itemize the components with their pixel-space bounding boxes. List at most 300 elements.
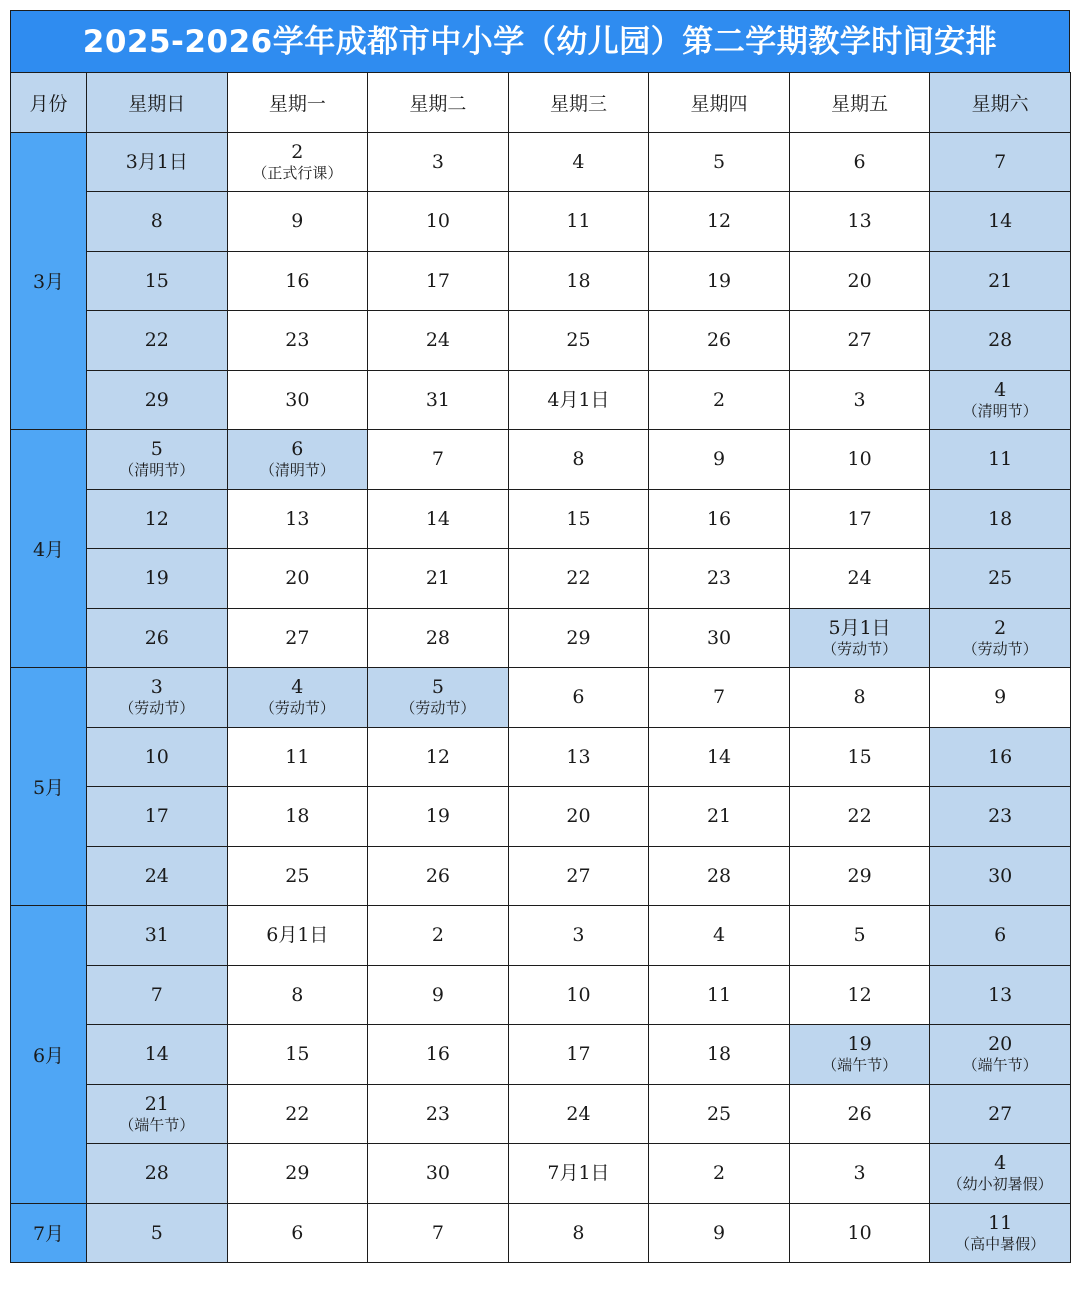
day-cell	[930, 251, 1071, 311]
day-cell	[227, 668, 368, 728]
day-cell	[789, 1025, 930, 1085]
day-number: 10	[847, 448, 872, 471]
day-cell	[789, 132, 930, 192]
day-number: 7月1日	[547, 1162, 610, 1185]
day-number: 13	[847, 210, 872, 233]
day-number: 28	[425, 626, 450, 649]
calendar-table	[10, 72, 1071, 1263]
day-cell	[508, 192, 649, 252]
day-number: 15	[144, 269, 169, 292]
day-cell	[87, 1084, 228, 1144]
week-row	[11, 668, 1071, 728]
day-cell	[87, 132, 228, 192]
day-cell	[227, 608, 368, 668]
day-number: 28	[144, 1162, 169, 1185]
day-number: 22	[847, 805, 872, 828]
day-number: 24	[144, 864, 169, 887]
day-note: （劳动节）	[962, 639, 1038, 658]
day-cell	[87, 608, 228, 668]
day-cell	[789, 549, 930, 609]
day-cell	[368, 787, 509, 847]
day-number: 23	[706, 567, 732, 590]
day-note: （端午节）	[822, 1056, 898, 1075]
day-cell	[649, 430, 790, 490]
day-cell	[789, 668, 930, 728]
day-cell	[87, 489, 228, 549]
day-cell	[508, 489, 649, 549]
day-number: 19	[706, 269, 732, 292]
day-cell	[508, 846, 649, 906]
day-cell	[930, 846, 1071, 906]
day-number: 22	[285, 1102, 310, 1125]
day-number: 6	[291, 438, 304, 461]
day-number: 29	[566, 626, 591, 649]
day-number: 6	[291, 1221, 304, 1244]
day-number: 8	[572, 448, 585, 471]
day-number: 7	[994, 150, 1007, 173]
day-note: （正式行课）	[252, 163, 343, 182]
week-row	[11, 1203, 1071, 1263]
day-number: 14	[144, 1043, 169, 1066]
day-number: 6	[853, 150, 866, 173]
day-cell	[649, 1025, 790, 1085]
month-label: 4月	[11, 430, 87, 668]
day-number: 20	[847, 269, 872, 292]
day-cell	[368, 1084, 509, 1144]
day-number: 26	[847, 1102, 872, 1125]
day-cell	[649, 489, 790, 549]
day-cell	[649, 549, 790, 609]
day-number: 7	[712, 686, 726, 709]
day-cell	[930, 608, 1071, 668]
day-cell	[649, 192, 790, 252]
day-number: 31	[425, 388, 450, 411]
day-note: （幼小初暑假）	[947, 1175, 1053, 1194]
day-number: 15	[847, 745, 872, 768]
day-number: 10	[144, 745, 169, 768]
day-cell	[508, 668, 649, 728]
day-number: 5	[712, 150, 726, 173]
day-cell	[649, 1084, 790, 1144]
day-cell	[508, 608, 649, 668]
day-note: （清明节）	[962, 401, 1038, 420]
day-cell	[368, 906, 509, 966]
day-cell	[368, 251, 509, 311]
day-number: 3	[853, 1162, 866, 1185]
day-number: 4	[994, 378, 1007, 401]
day-cell	[87, 251, 228, 311]
week-row	[11, 132, 1071, 192]
day-number: 17	[144, 805, 169, 828]
day-number: 23	[285, 329, 310, 352]
day-cell	[930, 549, 1071, 609]
day-number: 27	[847, 329, 872, 352]
day-number: 4	[291, 676, 304, 699]
day-number: 12	[425, 745, 450, 768]
day-cell	[227, 787, 368, 847]
day-cell	[368, 370, 509, 430]
day-number: 4	[994, 1152, 1007, 1175]
day-cell	[508, 311, 649, 371]
day-number: 19	[847, 1033, 872, 1056]
day-cell	[368, 965, 509, 1025]
day-number: 17	[425, 269, 450, 292]
day-cell	[930, 906, 1071, 966]
day-cell	[789, 430, 930, 490]
header-weekday: 星期五	[789, 73, 930, 133]
day-cell	[930, 1144, 1071, 1204]
day-number: 5	[431, 676, 444, 699]
header-weekday: 星期一	[227, 73, 368, 133]
day-number: 18	[988, 507, 1013, 530]
day-number: 29	[285, 1162, 310, 1185]
day-number: 20	[285, 567, 310, 590]
header-month: 月份	[11, 73, 87, 133]
day-cell	[930, 668, 1071, 728]
day-cell	[227, 1203, 368, 1263]
day-cell	[508, 1203, 649, 1263]
day-cell	[789, 727, 930, 787]
week-row	[11, 251, 1071, 311]
day-cell	[649, 906, 790, 966]
day-cell	[87, 192, 228, 252]
day-cell	[930, 965, 1071, 1025]
day-number: 23	[988, 805, 1013, 828]
day-number: 21	[144, 1092, 169, 1115]
week-row	[11, 489, 1071, 549]
day-cell	[649, 965, 790, 1025]
day-cell	[508, 251, 649, 311]
day-number: 6	[994, 924, 1007, 947]
day-number: 11	[988, 1211, 1013, 1234]
day-cell	[508, 430, 649, 490]
day-number: 12	[144, 507, 169, 530]
day-number: 14	[425, 507, 450, 530]
day-cell	[789, 1084, 930, 1144]
day-cell	[789, 965, 930, 1025]
day-cell	[87, 846, 228, 906]
day-cell	[930, 1025, 1071, 1085]
day-cell	[789, 1203, 930, 1263]
day-number: 8	[572, 1221, 585, 1244]
day-number: 13	[988, 983, 1013, 1006]
day-number: 2	[712, 1162, 726, 1185]
month-label: 5月	[11, 668, 87, 906]
day-cell	[930, 370, 1071, 430]
day-cell	[789, 192, 930, 252]
month-label: 3月	[11, 132, 87, 430]
day-cell	[87, 906, 228, 966]
week-row	[11, 549, 1071, 609]
day-number: 25	[285, 864, 310, 887]
day-number: 17	[566, 1043, 591, 1066]
day-number: 19	[144, 567, 169, 590]
day-number: 3	[150, 676, 163, 699]
day-cell	[227, 727, 368, 787]
day-number: 8	[853, 686, 866, 709]
day-number: 20	[988, 1033, 1013, 1056]
month-label: 6月	[11, 906, 87, 1204]
day-cell	[930, 132, 1071, 192]
week-row	[11, 906, 1071, 966]
day-cell	[227, 311, 368, 371]
week-row	[11, 727, 1071, 787]
day-number: 12	[847, 983, 872, 1006]
day-number: 27	[566, 864, 591, 887]
day-cell	[87, 1203, 228, 1263]
day-cell	[87, 965, 228, 1025]
day-number: 9	[291, 210, 304, 233]
day-cell	[227, 1144, 368, 1204]
day-number: 18	[285, 805, 310, 828]
day-number: 15	[285, 1043, 310, 1066]
day-cell	[368, 1203, 509, 1263]
day-number: 5	[150, 438, 163, 461]
day-note: （劳动节）	[119, 699, 195, 718]
day-number: 2	[291, 140, 304, 163]
day-cell	[368, 192, 509, 252]
day-note: （高中暑假）	[955, 1234, 1046, 1253]
day-number: 13	[285, 507, 310, 530]
day-cell	[649, 370, 790, 430]
day-cell	[508, 906, 649, 966]
header-weekday: 星期二	[368, 73, 509, 133]
day-note: （端午节）	[119, 1115, 195, 1134]
day-cell	[368, 430, 509, 490]
day-number: 28	[988, 329, 1013, 352]
day-cell	[930, 1203, 1071, 1263]
day-cell	[227, 965, 368, 1025]
week-row	[11, 430, 1071, 490]
day-number: 16	[988, 745, 1013, 768]
day-cell	[789, 251, 930, 311]
day-number: 16	[285, 269, 310, 292]
day-number: 10	[847, 1221, 872, 1244]
week-row	[11, 1025, 1071, 1085]
day-number: 8	[291, 983, 304, 1006]
week-row	[11, 787, 1071, 847]
day-cell	[227, 489, 368, 549]
day-cell	[87, 549, 228, 609]
day-cell	[649, 668, 790, 728]
day-cell	[930, 311, 1071, 371]
day-number: 31	[144, 924, 169, 947]
day-number: 14	[988, 210, 1013, 233]
day-cell	[508, 1084, 649, 1144]
day-number: 5月1日	[828, 616, 891, 639]
day-number: 4月1日	[547, 388, 610, 411]
day-number: 3	[572, 924, 585, 947]
day-number: 9	[712, 448, 726, 471]
day-number: 16	[706, 507, 732, 530]
day-number: 4	[572, 150, 585, 173]
day-cell	[368, 668, 509, 728]
day-number: 5	[150, 1221, 163, 1244]
day-cell	[789, 311, 930, 371]
day-number: 11	[285, 745, 310, 768]
day-number: 12	[706, 210, 732, 233]
header-weekday: 星期三	[508, 73, 649, 133]
day-number: 2	[994, 616, 1007, 639]
day-cell	[930, 489, 1071, 549]
header-weekday: 星期四	[649, 73, 790, 133]
day-number: 30	[425, 1162, 450, 1185]
day-cell	[227, 906, 368, 966]
day-cell	[368, 1144, 509, 1204]
day-number: 29	[144, 388, 169, 411]
day-cell	[649, 727, 790, 787]
header-weekday: 星期六	[930, 73, 1071, 133]
day-note: （清明节）	[119, 461, 195, 480]
day-number: 9	[431, 983, 444, 1006]
day-number: 7	[150, 983, 163, 1006]
day-cell	[508, 549, 649, 609]
day-note: （清明节）	[259, 461, 335, 480]
day-cell	[368, 1025, 509, 1085]
day-cell	[930, 1084, 1071, 1144]
day-number: 5	[853, 924, 866, 947]
day-number: 20	[566, 805, 591, 828]
day-cell	[789, 489, 930, 549]
day-cell	[649, 251, 790, 311]
day-cell	[368, 549, 509, 609]
day-cell	[930, 192, 1071, 252]
week-row	[11, 370, 1071, 430]
day-note: （端午节）	[962, 1056, 1038, 1075]
day-number: 3	[431, 150, 444, 173]
day-cell	[87, 311, 228, 371]
day-number: 8	[150, 210, 163, 233]
day-number: 17	[847, 507, 872, 530]
day-cell	[227, 251, 368, 311]
day-cell	[368, 132, 509, 192]
day-cell	[508, 727, 649, 787]
day-cell	[87, 787, 228, 847]
day-number: 7	[431, 448, 444, 471]
day-cell	[508, 370, 649, 430]
schedule-sheet	[10, 10, 1070, 1263]
day-number: 22	[144, 329, 169, 352]
day-cell	[87, 370, 228, 430]
day-cell	[508, 132, 649, 192]
day-number: 19	[425, 805, 450, 828]
day-number: 22	[566, 567, 591, 590]
week-row	[11, 1144, 1071, 1204]
day-cell	[368, 846, 509, 906]
day-number: 27	[988, 1102, 1013, 1125]
day-note: （劳动节）	[822, 639, 898, 658]
week-row	[11, 1084, 1071, 1144]
day-number: 24	[847, 567, 872, 590]
header-row	[11, 73, 1071, 133]
day-number: 24	[566, 1102, 591, 1125]
day-cell	[368, 727, 509, 787]
day-number: 16	[425, 1043, 450, 1066]
day-cell	[649, 846, 790, 906]
day-cell	[227, 1084, 368, 1144]
day-cell	[930, 787, 1071, 847]
day-cell	[649, 1203, 790, 1263]
day-number: 26	[144, 626, 169, 649]
day-number: 7	[431, 1221, 444, 1244]
day-cell	[508, 965, 649, 1025]
day-number: 10	[566, 983, 591, 1006]
day-cell	[789, 846, 930, 906]
day-number: 11	[566, 210, 591, 233]
day-number: 4	[712, 924, 726, 947]
week-row	[11, 965, 1071, 1025]
day-cell	[930, 727, 1071, 787]
day-cell	[649, 132, 790, 192]
day-number: 15	[566, 507, 591, 530]
day-number: 29	[847, 864, 872, 887]
week-row	[11, 311, 1071, 371]
calendar-body	[11, 132, 1071, 1263]
week-row	[11, 192, 1071, 252]
day-number: 25	[566, 329, 591, 352]
day-number: 21	[988, 269, 1013, 292]
day-number: 21	[706, 805, 732, 828]
day-number: 11	[988, 448, 1013, 471]
week-row	[11, 608, 1071, 668]
day-number: 30	[706, 626, 732, 649]
day-cell	[789, 1144, 930, 1204]
day-number: 23	[425, 1102, 450, 1125]
day-number: 9	[994, 686, 1007, 709]
day-number: 26	[425, 864, 450, 887]
header-weekday: 星期日	[87, 73, 228, 133]
day-cell	[508, 1144, 649, 1204]
day-cell	[368, 608, 509, 668]
day-cell	[227, 370, 368, 430]
day-number: 27	[285, 626, 310, 649]
day-cell	[227, 192, 368, 252]
day-number: 30	[988, 864, 1013, 887]
day-cell	[87, 668, 228, 728]
day-cell	[227, 430, 368, 490]
day-cell	[789, 787, 930, 847]
day-cell	[508, 787, 649, 847]
day-cell	[508, 1025, 649, 1085]
day-cell	[227, 846, 368, 906]
day-number: 6	[572, 686, 585, 709]
day-cell	[87, 1025, 228, 1085]
day-cell	[227, 132, 368, 192]
day-number: 10	[425, 210, 450, 233]
day-number: 28	[706, 864, 732, 887]
day-number: 6月1日	[266, 924, 329, 947]
day-number: 3	[853, 388, 866, 411]
day-cell	[368, 311, 509, 371]
day-cell	[87, 1144, 228, 1204]
day-cell	[87, 430, 228, 490]
day-number: 2	[712, 388, 726, 411]
day-number: 18	[566, 269, 591, 292]
day-number: 9	[712, 1221, 726, 1244]
day-cell	[789, 906, 930, 966]
day-cell	[368, 489, 509, 549]
day-cell	[789, 370, 930, 430]
day-cell	[930, 430, 1071, 490]
day-number: 21	[425, 567, 450, 590]
day-number: 2	[431, 924, 444, 947]
page-title: 2025-2026学年成都市中小学（幼儿园）第二学期教学时间安排	[10, 10, 1070, 72]
day-cell	[649, 311, 790, 371]
day-cell	[227, 549, 368, 609]
day-cell	[649, 608, 790, 668]
day-number: 24	[425, 329, 450, 352]
month-label: 7月	[11, 1203, 87, 1263]
